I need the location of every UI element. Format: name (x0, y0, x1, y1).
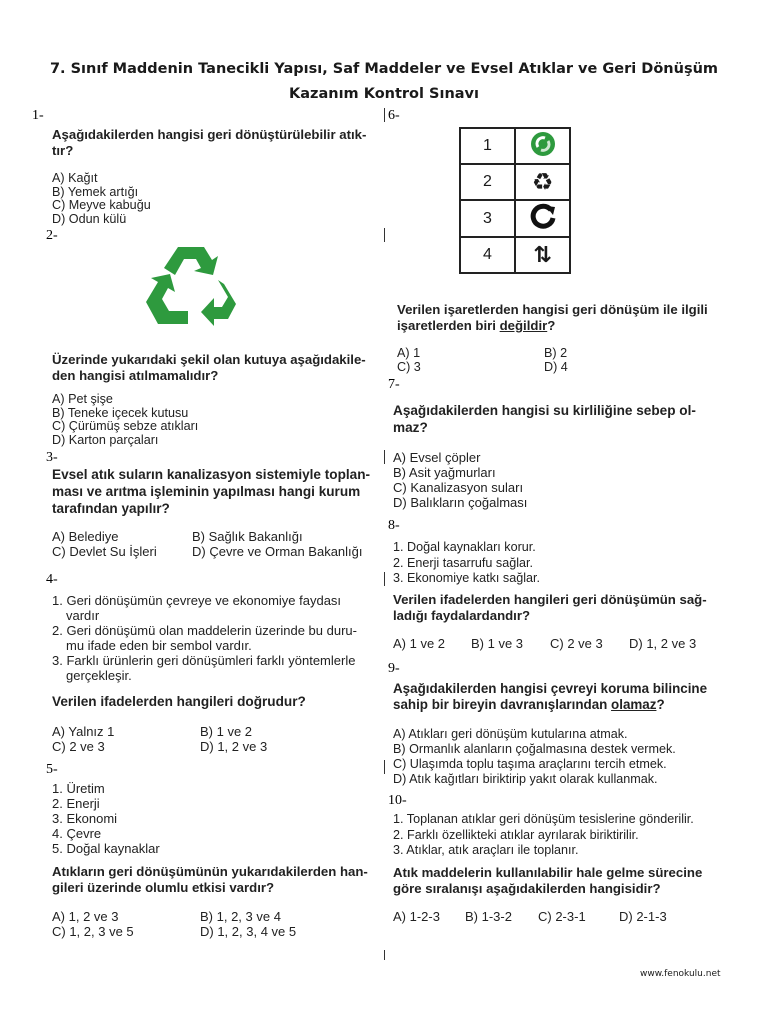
column-separator (384, 760, 385, 774)
answer-options (52, 172, 151, 226)
option-d[interactable]: D) 1, 2 ve 3 (629, 636, 697, 651)
option-d[interactable]: D) 4 (544, 359, 568, 374)
option-a[interactable]: A) Pet şişe (52, 392, 113, 406)
answer-options (52, 529, 387, 559)
column-separator (384, 572, 385, 586)
option-d[interactable]: D) Balıkların çoğalması (393, 495, 528, 510)
question-text: Verilen ifadelerden hangileri doğrudur? (52, 694, 306, 709)
option-b[interactable]: B) 1 ve 3 (471, 636, 524, 651)
question-text: Atıkların geri dönüşümünün yukarıdakilerden han-gileri üzerinde olumlu etkisi vardır? (52, 864, 368, 895)
option-c[interactable]: C) 2 ve 3 (52, 739, 105, 754)
question-number: 7- (388, 377, 400, 392)
statement-2: 2. Geri dönüşümü olan maddelerin üzerinde bu duru- (52, 623, 357, 638)
option-c[interactable]: C) 2-3-1 (538, 909, 586, 924)
page-subtitle: Kazanım Kontrol Sınavı (289, 86, 479, 102)
option-a[interactable]: A) 1 (397, 346, 421, 360)
option-c[interactable]: C) Devlet Su İşleri (52, 544, 157, 559)
question-number: 6- (388, 108, 400, 123)
option-c[interactable]: C) 2 ve 3 (550, 636, 603, 651)
option-b[interactable]: B) Teneke içecek kutusu (52, 405, 189, 420)
question-number: 2- (46, 228, 58, 243)
option-a[interactable]: A) 1-2-3 (393, 909, 440, 924)
green-dot-icon (515, 128, 570, 164)
statement-1-cont: vardır (66, 608, 100, 623)
circular-arrow-icon (515, 200, 570, 237)
item-3: 3. Ekonomi (52, 811, 118, 826)
question-text: Aşağıdakilerden hangisi geri dönüştürülebilir atık-tır? (52, 127, 367, 158)
statement-2: 2. Enerji tasarrufu sağlar. (393, 555, 534, 570)
answer-options (397, 347, 727, 374)
column-separator (384, 108, 385, 122)
statement-1: 1. Toplanan atıklar geri dönüşüm tesislerine gönderilir. (393, 812, 694, 826)
statement-list (393, 540, 540, 587)
option-b[interactable]: B) Asit yağmurları (393, 465, 496, 480)
column-separator (384, 450, 385, 464)
option-a[interactable]: A) Atıkları geri dönüşüm kutularına atmak. (393, 727, 628, 741)
question-number: 10- (388, 793, 407, 808)
answer-options (393, 450, 527, 510)
answer-options (52, 393, 198, 447)
statement-2: 2. Farklı özellikteki atıklar ayrılarak biriktirilir. (393, 827, 639, 842)
answer-options (52, 724, 387, 754)
option-d[interactable]: D) 2-1-3 (619, 909, 667, 924)
option-a[interactable]: A) 1, 2 ve 3 (52, 909, 119, 924)
column-separator (384, 228, 385, 242)
question-text: Atık maddelerin kullanılabilir hale gelme sürecine göre sıralanışı aşağıdakilerden hangisidir? (393, 865, 703, 896)
option-d[interactable]: D) 1, 2, 3, 4 ve 5 (200, 924, 297, 939)
option-a[interactable]: A) Evsel çöpler (393, 450, 481, 465)
option-b[interactable]: B) 2 (544, 346, 568, 360)
statement-3-cont: gerçekleşir. (66, 668, 132, 683)
option-c[interactable]: C) 1, 2, 3 ve 5 (52, 924, 134, 939)
option-d[interactable]: D) Çevre ve Orman Bakanlığı (192, 544, 363, 559)
option-d[interactable]: D) Atık kağıtları biriktirip yakıt olarak kullanmak. (393, 772, 658, 786)
option-b[interactable]: B) 1-3-2 (465, 909, 512, 924)
recycle-symbol-icon (142, 244, 238, 332)
question-number: 9- (388, 661, 400, 676)
symbol-table (459, 127, 571, 274)
statement-list (393, 812, 694, 859)
option-c[interactable]: C) 3 (397, 359, 421, 374)
symbol-row-number: 4 (460, 237, 515, 273)
statement-list (52, 593, 357, 683)
question-text: Evsel atık suların kanalizasyon sistemiyle toplan-ması ve arıtma işleminin yapılması hangi kurum tarafından yapılır? (52, 467, 371, 516)
symbol-row-number: 2 (460, 164, 515, 200)
recycle-triangle-icon: ♻ (515, 164, 570, 200)
item-5: 5. Doğal kaynaklar (52, 841, 160, 856)
symbol-row-number: 1 (460, 128, 515, 164)
answer-options (393, 727, 676, 787)
option-b[interactable]: B) Ormanlık alanların çoğalmasına destek vermek. (393, 742, 676, 756)
option-a[interactable]: A) Belediye (52, 529, 119, 544)
option-b[interactable]: B) Yemek artığı (52, 184, 139, 199)
statement-1: 1. Doğal kaynakları korur. (393, 540, 536, 554)
question-number: 4- (46, 572, 58, 587)
question-text: Verilen işaretlerden hangisi geri dönüşüm ile ilgili işaretlerden biri değildir? (397, 302, 708, 333)
column-separator (384, 950, 385, 960)
question-text: Verilen ifadelerden hangileri geri dönüşümün sağ-ladığı faydalardandır? (393, 592, 707, 623)
item-list (52, 781, 160, 856)
statement-3: 3. Farklı ürünlerin geri dönüşümleri farklı yöntemlerle (52, 653, 356, 668)
option-c[interactable]: C) Meyve kabuğu (52, 198, 151, 212)
question-text: Üzerinde yukarıdaki şekil olan kutuya aşağıdakile-den hangisi atılmamalıdır? (52, 352, 366, 383)
question-number: 8- (388, 518, 400, 533)
statement-3: 3. Atıklar, atık araçları ile toplanır. (393, 843, 579, 857)
question-text: Aşağıdakilerden hangisi çevreyi koruma bilincine sahip bir bireyin davranışlarından olamaz? (393, 681, 708, 712)
option-b[interactable]: B) 1, 2, 3 ve 4 (200, 909, 281, 924)
option-a[interactable]: A) 1 ve 2 (393, 636, 446, 651)
option-d[interactable]: D) 1, 2 ve 3 (200, 739, 268, 754)
statement-2-cont: mu ifade eden bir sembol vardır. (66, 638, 252, 653)
option-c[interactable]: C) Çürümüş sebze atıkları (52, 419, 199, 433)
option-d[interactable]: D) Odun külü (52, 211, 127, 226)
option-b[interactable]: B) 1 ve 2 (200, 724, 253, 739)
answer-options (393, 636, 728, 651)
statement-3: 3. Ekonomiye katkı sağlar. (393, 571, 540, 585)
symbol-row-number: 3 (460, 200, 515, 237)
answer-options (393, 909, 728, 924)
question-number: 1- (32, 108, 44, 123)
option-a[interactable]: A) Kağıt (52, 171, 98, 185)
question-number: 5- (46, 762, 58, 777)
option-c[interactable]: C) Kanalizasyon suları (393, 480, 524, 495)
page-title: 7. Sınıf Maddenin Tanecikli Yapısı, Saf Maddeler ve Evsel Atıklar ve Geri Dönüşüm (49, 61, 719, 77)
footer-website[interactable]: www.fenokulu.net (640, 969, 721, 979)
option-a[interactable]: A) Yalnız 1 (52, 724, 115, 739)
question-text: Aşağıdakilerden hangisi su kirliliğine sebep ol-maz? (393, 403, 696, 435)
statement-1: 1. Geri dönüşümün çevreye ve ekonomiye faydası (52, 593, 342, 608)
item-4: 4. Çevre (52, 826, 102, 841)
answer-options (52, 909, 387, 939)
option-b[interactable]: B) Sağlık Bakanlığı (192, 529, 303, 544)
option-c[interactable]: C) Ulaşımda toplu taşıma araçlarını tercih etmek. (393, 757, 667, 771)
item-1: 1. Üretim (52, 781, 105, 796)
item-2: 2. Enerji (52, 796, 100, 811)
question-number: 3- (46, 450, 58, 465)
option-d[interactable]: D) Karton parçaları (52, 432, 159, 447)
up-down-arrows-icon: ⇅ (515, 237, 570, 273)
